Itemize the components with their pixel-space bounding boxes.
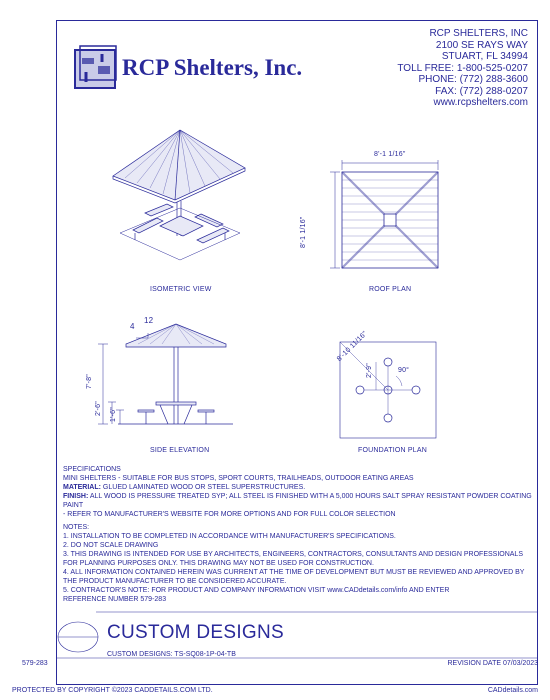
address-line: FAX: (772) 288-0207 [435,85,528,97]
finish-label: FINISH: [63,493,89,500]
rcp-logo-icon [72,44,120,92]
note-item: 5. CONTRACTOR'S NOTE: FOR PRODUCT AND COMPANY INFORMATION VISIT www.CADdetails.com/info AND ENTER [63,587,450,594]
note-item: 2. DO NOT SCALE DRAWING [63,542,159,549]
foundation-diagonal-dimension: 8'-10 11/16" [336,330,369,363]
overall-height-dimension: 7'-8" [86,374,93,389]
caddetails-brand[interactable]: CADdetails.com [487,687,538,694]
finish-line [63,492,533,510]
reference-number: 579-283 [22,660,48,667]
note-item: 1. INSTALLATION TO BE COMPLETED IN ACCORDANCE WITH MANUFACTURER'S SPECIFICATIONS. [63,533,396,540]
revision-date: REVISION DATE 07/03/2023 [447,660,538,667]
pitch-rise-label: 4 [130,322,135,331]
roof-depth-dim-line [330,171,340,269]
foundation-angle-dimension: 90° [398,367,410,374]
roof-plan-drawing [340,160,450,270]
company-logo-name: RCP Shelters, Inc. [122,55,303,80]
note-item: THE PRODUCT MANUFACTURER TO BE CONSIDERED ACCURATE. [63,578,287,585]
material-label: MATERIAL: [63,484,101,491]
note-item: REFERENCE NUMBER 579-283 [63,596,167,603]
finish-text: ALL WOOD IS PRESSURE TREATED SYP; ALL STEEL IS FINISHED WITH A 5,000 HOURS SALT SPRAY RESISTANT POWDER COATING PAINT [63,493,532,509]
roof-depth-dimension: 8'-1 1/16" [300,216,307,248]
side-elevation-caption: SIDE ELEVATION [150,447,210,454]
address-line: TOLL FREE: 1-800-525-0207 [397,62,528,74]
address-line: STUART, FL 34994 [441,51,528,62]
foundation-plan-caption: FOUNDATION PLAN [358,447,427,454]
address-line: PHONE: (772) 288-3600 [418,74,528,85]
title-block-title: CUSTOM DESIGNS [107,622,284,643]
note-item: 4. ALL INFORMATION CONTAINED HEREIN WAS CURRENT AT THE TIME OF DEVELOPMENT BUT MUST BE REVIEWED AND APPROVED BY [63,569,525,576]
roof-width-dimension: 8'-1 1/16" [374,151,406,158]
bench-height-dimension: 1'-6" [110,407,117,422]
specifications-block [63,465,533,519]
title-block-subtitle: CUSTOM DESIGNS: TS-SQ08-1P-04-TB [107,651,236,658]
foundation-plan-drawing [338,340,438,440]
side-elevation-drawing [98,316,248,441]
material-text: GLUED LAMINATED WOOD OR STEEL SUPERSTRUCTURES. [100,484,306,491]
notes-heading: NOTES: [63,524,90,531]
specification-line: MINI SHELTERS - SUITABLE FOR BUS STOPS, SPORT COURTS, TRAILHEADS, OUTDOOR EATING AREAS [63,475,414,482]
note-item: 3. THIS DRAWING IS INTENDED FOR USE BY ARCHITECTS, ENGINEERS, CONTRACTORS, CONSULTANTS AND DESIGN PROFESSIONALS [63,551,523,558]
seat-height-dimension: 2'-6" [95,401,102,416]
address-line: 2100 SE RAYS WAY [435,39,528,51]
pitch-run-label: 12 [144,316,154,325]
isometric-view-drawing [105,128,255,263]
specifications-heading: SPECIFICATIONS [63,466,121,473]
refer-line: - REFER TO MANUFACTURER'S WEBSITE FOR MORE OPTIONS AND FOR FULL COLOR SELECTION [63,511,396,518]
note-item: FOR PLANNING PURPOSES ONLY. THIS DRAWING MAY NOT BE USED FOR CONSTRUCTION. [63,560,374,567]
isometric-view-caption: ISOMETRIC VIEW [150,286,212,293]
roof-plan-caption: ROOF PLAN [369,286,412,293]
material-line [63,483,533,492]
company-address-block [397,28,528,109]
notes-block [63,523,533,604]
foundation-radius-dimension: 2'-9" [366,363,373,378]
address-line: RCP SHELTERS, INC [429,28,528,39]
website-link[interactable]: www.rcpshelters.com [433,97,528,108]
copyright-notice: PROTECTED BY COPYRIGHT ©2023 CADDETAILS.COM LTD. [12,687,213,694]
